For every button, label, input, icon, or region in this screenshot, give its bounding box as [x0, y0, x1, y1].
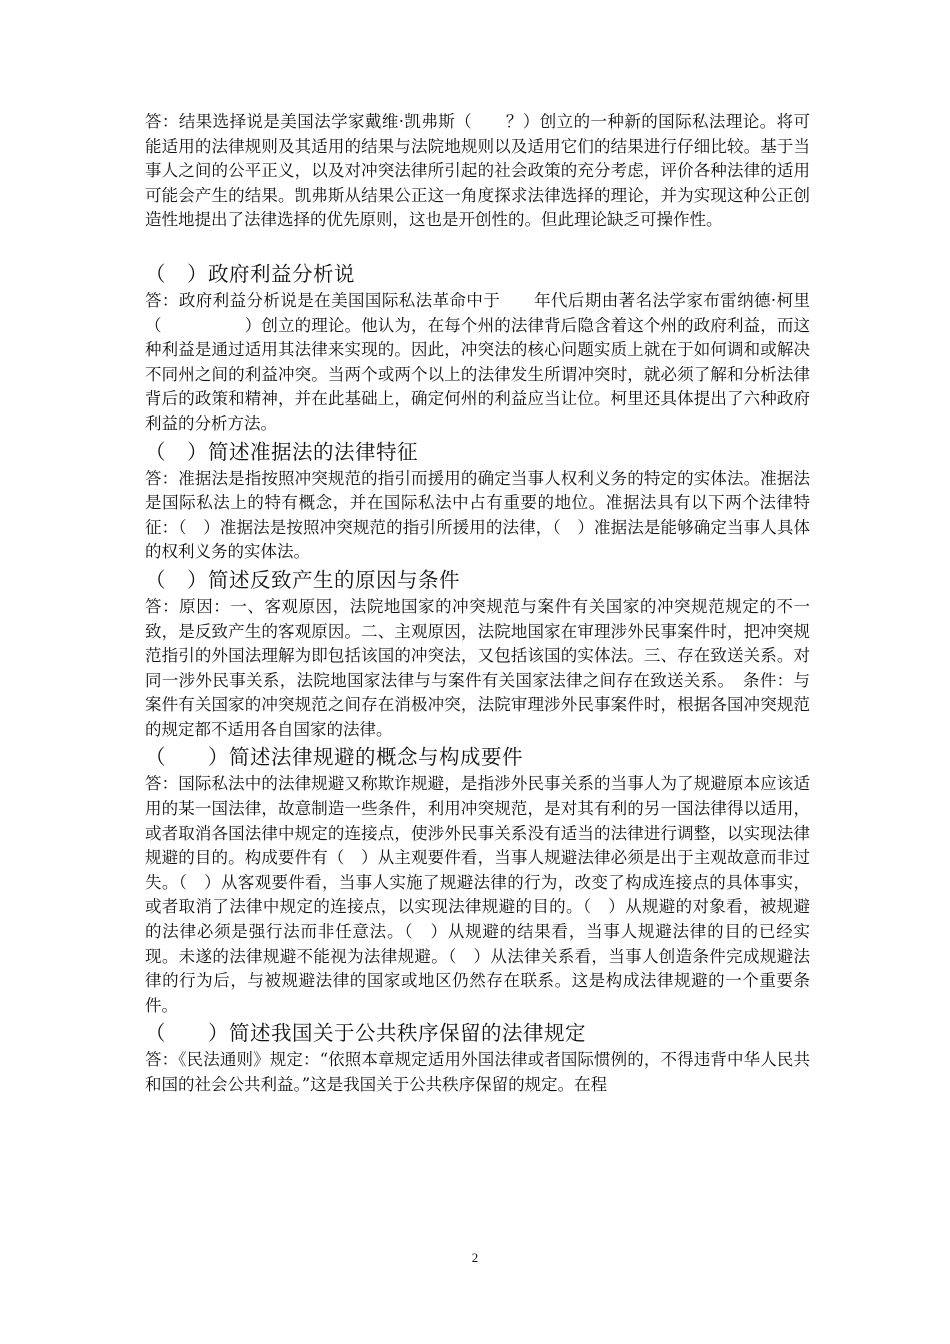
paragraph-public-order: 答：《民法通则》规定：“依照本章规定适用外国法律或者国际惯例的，不得违背中华人民共和国的社会公共利益。”这是我国关于公共秩序保留的规定。在程	[145, 1050, 810, 1094]
paragraph-renvoi: 答：原因：一、客观原因，法院地国家的冲突规范与案件有关国家的冲突规范规定的不一致，是反致产生的客观原因。二、主观原因，法院地国家在审理涉外民事案件时，把冲突规范指引的外国法理解为即包括该国的冲突法，又包括该国的实体法。三、存在致送关系。对同一涉外民事关系，法院地国家法律与与案件有关国家法律之间存在致送关系。 条件：与案件有关国家的冲突规范之间存在消极冲突，法院审理涉外民事案件时，根据各国冲突规范的规定都不适用各自国家的法律。	[145, 596, 810, 739]
heading-government-interest: （ ）政府利益分析说	[145, 261, 355, 286]
document-body	[145, 110, 810, 1098]
heading-renvoi: （ ）简述反致产生的原因与条件	[145, 567, 460, 592]
paragraph-government-interest: 答：政府利益分析说是在美国国际私法革命中于 年代后期由著名法学家布雷纳德·柯里（ ）创立的理论。他认为，在每个州的法律背后隐含着这个州的政府利益，而这种利益是通过适用其法律来实现的。因此，冲突法的核心问题实质上就在于如何调和或解决不同州之间的利益冲突。当两个或两个以上的法律发生所谓冲突时，就必须了解和分析法律背后的政策和精神，并在此基础上，确定何州的利益应当让位。柯里还具体提出了六种政府利益的分析方法。	[145, 290, 810, 433]
heading-applicable-law: （ ）简述准据法的法律特征	[145, 439, 418, 464]
paragraph-evasion-of-law: 答：国际私法中的法律规避又称欺诈规避，是指涉外民事关系的当事人为了规避原本应该适用的某一国法律，故意制造一些条件，利用冲突规范，是对其有利的另一国法律得以适用，或者取消各国法律中规定的连接点，使涉外民事关系没有适当的法律进行调整，以实现法律规避的目的。构成要件有（ ）从主观要件看，当事人规避法律必须是出于主观故意而非过失。（ ）从客观要件看，当事人实施了规避法律的行为，改变了构成连接点的具体事实，或者取消了法律中规定的连接点，以实现法律规避的目的。（ ）从规避的对象看，被规避的法律必须是强行法而非任意法。（ ）从规避的结果看，当事人规避法律的目的已经实现。未遂的法律规避不能视为法律规避。（ ）从法律关系看，当事人创造条件完成规避法律的行为后，与被规避法律的国家或地区仍然存在联系。这是构成法律规避的一个重要条件。	[145, 774, 810, 1015]
heading-evasion-of-law: （ ）简述法律规避的概念与构成要件	[145, 745, 523, 770]
paragraph-result-selection: 答：结果选择说是美国法学家戴维·凯弗斯（ ？）创立的一种新的国际私法理论。将可能适用的法律规则及其适用的结果与法院地规则以及适用它们的结果进行仔细比较。基于当事人之间的公平正义，以及对冲突法律所引起的社会政策的充分考虑，评价各种法律的适用可能会产生的结果。凯弗斯从结果公正这一角度探求法律选择的理论，并为实现这种公正创造性地提出了法律选择的优先原则，这也是开创性的。但此理论缺乏可操作性。	[145, 112, 810, 230]
heading-public-order: （ ）简述我国关于公共秩序保留的法律规定	[145, 1021, 586, 1046]
page-number: 2	[471, 1250, 479, 1265]
paragraph-applicable-law: 答：准据法是指按照冲突规范的指引而援用的确定当事人权利义务的特定的实体法。准据法是国际私法上的特有概念，并在国际私法中占有重要的地位。准据法具有以下两个法律特征：（ ）准据法是按照冲突规范的指引所援用的法律，（ ）准据法是能够确定当事人具体的权利义务的实体法。	[145, 468, 810, 562]
